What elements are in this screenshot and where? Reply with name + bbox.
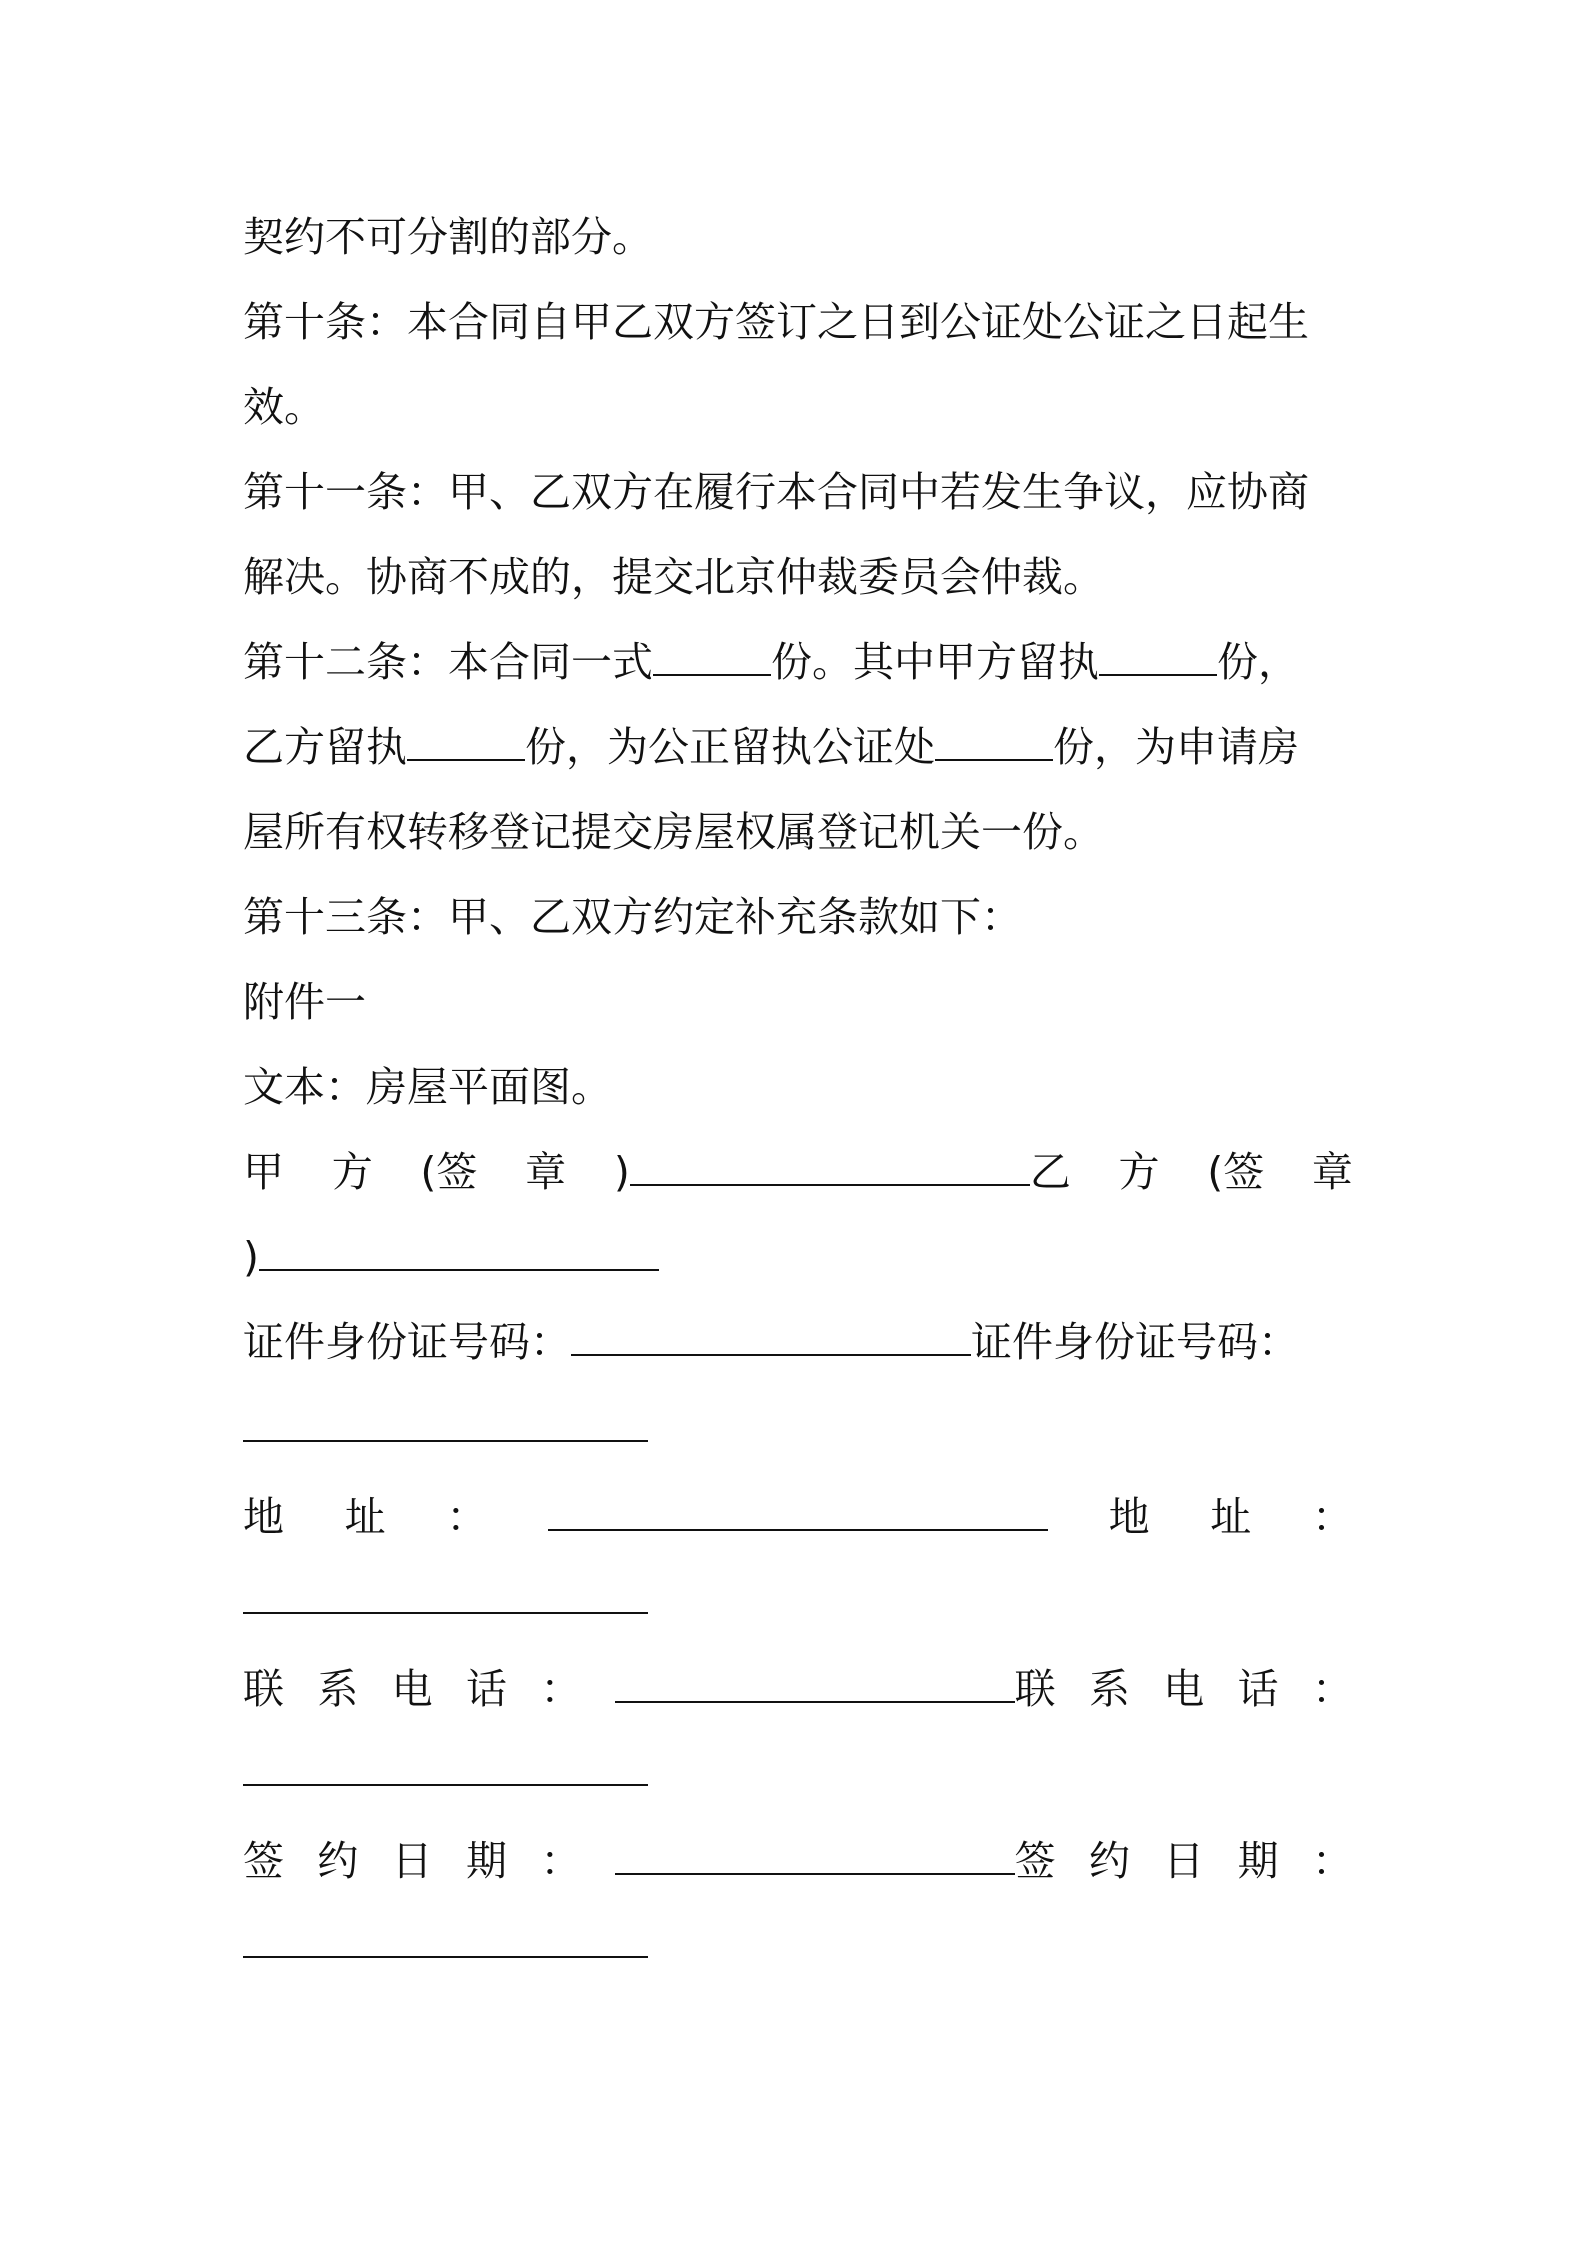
label-char: 甲 [243,1148,284,1196]
label-char: 联 [1014,1665,1056,1713]
label-char: 地 [243,1493,284,1541]
label-char: 址 [344,1493,386,1541]
clause-12-text: 份， [1217,638,1299,686]
paren: ) [243,1233,259,1281]
label-char: 签 [1014,1837,1056,1885]
label-char: 址 [1210,1493,1252,1541]
clause-10-cont: 效。 [243,383,325,431]
clause-12-end: 屋所有权转移登记提交房屋权属登记机关一份。 [243,808,1104,856]
label-char: ： [446,1493,488,1541]
label-char: 约 [317,1837,359,1885]
clause-11: 第十一条：甲、乙双方在履行本合同中若发生争议，应协商 [243,468,1309,516]
label-char [615,1647,1056,1732]
date-line [243,1819,1353,1904]
party-b-phone-blank[interactable] [243,1732,648,1786]
clause-12-cont [243,705,1353,790]
copies-total-blank[interactable] [653,637,771,676]
clause-12-text: 份。其中甲方留执 [771,638,1099,686]
label-char: 章 [1311,1148,1353,1196]
id-label-b: 证件身份证号码： [971,1318,1299,1366]
label-char: ： [1311,1493,1353,1541]
label-char: 电 [391,1665,433,1713]
label-char: 电 [1163,1665,1205,1713]
paren: ) [613,1148,630,1196]
label-char: 日 [391,1837,433,1885]
party-signature-line [243,1130,1353,1215]
label-char: 期 [465,1837,507,1885]
label-char [614,1130,1071,1215]
party-a-date-blank[interactable] [615,1836,1015,1875]
label-char: 期 [1237,1837,1279,1885]
party-b-sign-line [243,1215,1353,1300]
label-char: 方 [1118,1148,1160,1196]
label-char: 联 [243,1665,284,1713]
party-a-address-blank[interactable] [548,1492,1048,1531]
label-char: ： [1311,1665,1353,1713]
party-b-copies-blank[interactable] [407,722,525,761]
label-char: 签 [243,1837,284,1885]
label-char [540,1819,581,1904]
clause-12-text: 份，为申请房 [1053,723,1299,771]
party-b-sign-blank[interactable] [259,1232,659,1271]
colon: ： [540,1665,582,1713]
clause-12-text: 乙方留执 [243,723,407,771]
clause-12-text: 第十二条：本合同一式 [243,638,653,686]
label-char: 约 [1088,1837,1130,1885]
clause-13: 第十三条：甲、乙双方约定补充条款如下： [243,893,1022,941]
party-b-address-blank[interactable] [243,1560,648,1614]
party-a-id-blank[interactable] [571,1317,971,1356]
phone-line [243,1647,1353,1732]
label-char: 系 [1088,1665,1130,1713]
label-char [615,1819,1056,1904]
party-b-label: 乙 [1029,1148,1071,1196]
label-char: ： [1311,1837,1353,1885]
label-char: 日 [1163,1837,1205,1885]
clause-12 [243,620,1353,705]
label-char: 话 [465,1665,507,1713]
label-char: 章 [525,1148,567,1196]
notary-copies-blank[interactable] [935,722,1053,761]
attachment-text: 文本：房屋平面图。 [243,1063,612,1111]
label-char: 话 [1237,1665,1279,1713]
attachment-title: 附件一 [243,978,366,1026]
label-char: (签 [420,1148,478,1196]
party-b-id-blank[interactable] [243,1388,648,1442]
label-char: 方 [331,1148,373,1196]
label-char: 系 [317,1665,359,1713]
text-line: 契约不可分割的部分。 [243,213,653,261]
label-char: 地 [1108,1493,1150,1541]
party-a-sign-blank[interactable] [630,1147,1030,1186]
clause-11-cont: 解决。协商不成的，提交北京仲裁委员会仲裁。 [243,553,1104,601]
id-number-line [243,1300,1353,1385]
party-a-copies-blank[interactable] [1099,637,1217,676]
contract-body [243,195,1353,1991]
clause-10: 第十条：本合同自甲乙双方签订之日到公证处公证之日起生 [243,298,1309,346]
id-label-a: 证件身份证号码： [243,1318,571,1366]
colon: ： [540,1837,582,1885]
address-line [243,1475,1353,1560]
label-char: (签 [1207,1148,1265,1196]
party-b-date-blank[interactable] [243,1904,648,1958]
label-char [540,1647,581,1732]
party-a-phone-blank[interactable] [615,1664,1015,1703]
clause-12-text: 份，为公正留执公证处 [525,723,935,771]
